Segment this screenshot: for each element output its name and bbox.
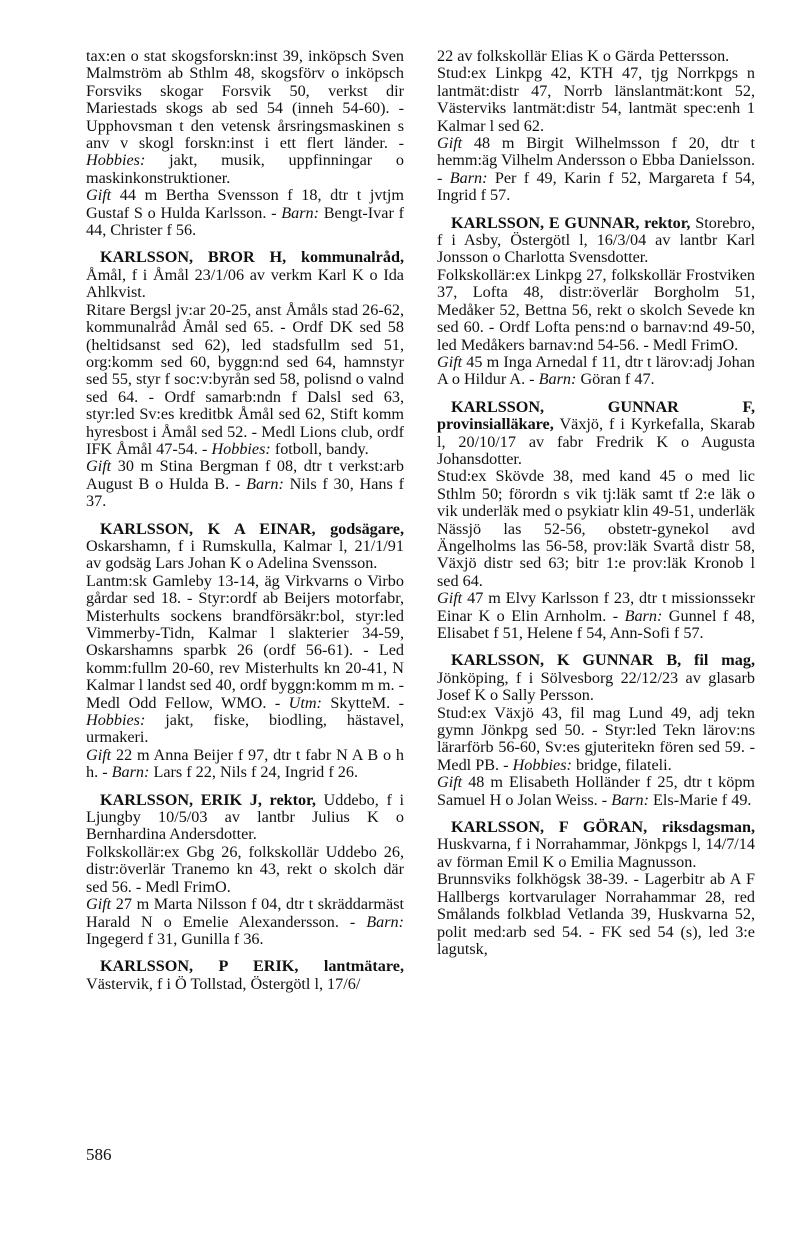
field-label: Barn: [366, 912, 404, 931]
entry-name: KARLSSON, F GÖRAN, riksdagsman, [451, 818, 755, 837]
entry-text: fotboll, bandy. [270, 439, 369, 458]
field-label: Barn: [449, 168, 488, 187]
field-label: Utm: [288, 693, 322, 712]
entry-paragraph [86, 896, 404, 948]
entry-text: Göran f 47. [576, 370, 655, 389]
field-label: Barn: [281, 203, 319, 222]
entry-first-paragraph [437, 48, 755, 65]
field-label: Gift [437, 352, 463, 371]
entry-text: Lars f 22, Nils f 24, Ingrid f 26. [149, 763, 358, 782]
entry-text: Folkskollär:ex Linkpg 27, folkskollär Frostviken 37, Lofta 48, distr:överlär Borgholm 51, Medåker 52, Bettna 56, rekt o skolch Sevede kn sed 60. - Ordf Lofta pens:nd o barnav:nd 49-50, led Medåkers barnav:nd 54-56. - Medl FrimO. [437, 265, 755, 354]
entry-text: Per f 49, Karin f 52, Margareta f 54, Ingrid f 57. [437, 168, 756, 205]
entry-text: 48 m Birgit Wilhelmsson f 20, dtr t hemm:äg Vilhelm Andersson o Ebba Danielsson. - [437, 134, 755, 187]
left-column [86, 48, 404, 1003]
biography-entry [86, 792, 404, 949]
entry-text: 27 m Marta Nilsson f 04, dtr t skräddarmäst Harald N o Emelie Alexandersson. - [86, 895, 404, 931]
entry-first-paragraph [86, 958, 404, 993]
entry-paragraph [437, 705, 755, 775]
biography-entry [437, 399, 755, 643]
entry-text: Gunnel f 48, Elisabet f 51, Helene f 54, Ann-Sofi f 57. [437, 606, 756, 642]
entry-paragraph [437, 135, 755, 205]
biography-entry [86, 958, 404, 993]
biography-entry [86, 521, 404, 782]
entry-text: Ingegerd f 31, Gunilla f 36. [86, 929, 264, 948]
field-label: Hobbies: [512, 755, 572, 774]
entry-name: KARLSSON, K A EINAR, godsägare, [100, 519, 404, 538]
entry-text: Västervik, f i Ö Tollstad, Östergötl l, 17/6/ [86, 974, 361, 993]
entry-text: Brunnsviks folkhögsk 38-39. - Lagerbitr ab A F Hallbergs kortvarulager Norrahammar 28, red Smålands folkblad Vetlanda 39, Huskvarna 52, polit med:arb sed 54. - FK sed 54 (s), led 3:e lagutsk, [437, 870, 755, 958]
field-label: Gift [437, 773, 463, 792]
entry-paragraph [437, 871, 755, 958]
entry-text: 22 m Anna Beijer f 97, dtr t fabr N A B o h h. - [86, 745, 404, 782]
field-label: Hobbies: [86, 711, 146, 730]
entry-first-paragraph [86, 521, 404, 573]
entry-paragraph [86, 844, 404, 896]
entry-text: Växjö, f i Kyrkefalla, Skarab l, 20/10/17 av fabr Fredrik K o Augusta Johansdotter. [437, 415, 755, 468]
entry-first-paragraph [86, 48, 404, 187]
entry-paragraph [86, 747, 404, 782]
biography-continuation [86, 48, 404, 239]
entry-text: tax:en o stat skogsforskn:inst 39, inköpsch Sven Malmström ab Sthlm 48, skogsförv o inköpsch Forsviks skogar Forsvik 50, verkst dir Mariestads skogs ab sed 54 (inneh 54-60). - Upphovsman t den vetensk årsringsmaskinen s anv v skogl forskn:inst i ett flert länder. - [86, 47, 404, 153]
entry-text: SkytteM. - [321, 693, 405, 712]
entry-name: KARLSSON, BROR H, kommunalråd, [100, 248, 404, 267]
entry-text: 45 m Inga Arnedal f 11, dtr t lärov:adj Johan A o Hildur A. - [437, 352, 755, 389]
field-label: Gift [86, 745, 112, 764]
entry-text: 47 m Elvy Karlsson f 23, dtr t missionssekr Einar K o Elin Arnholm. - [437, 589, 755, 625]
entry-text: Stud:ex Linkpg 42, KTH 47, tjg Norrkpgs n lantmät:distr 47, Norrb länslantmät:kont 52, Västerviks lantmät:distr 54, lantmät spec:enh 1 Kalmar l sed 62. [437, 64, 755, 135]
field-label: Hobbies: [211, 439, 271, 458]
entry-paragraph [437, 590, 755, 642]
field-label: Barn: [624, 606, 663, 625]
field-label: Gift [437, 589, 463, 608]
entry-text: Oskarshamn, f i Rumskulla, Kalmar l, 21/1/91 av godsäg Lars Johan K o Adelina Svensson. [86, 536, 404, 573]
entry-paragraph [86, 302, 404, 459]
entry-text: Åmål, f i Åmål 23/1/06 av verkm Karl K o Ida Ahlkvist. [86, 265, 404, 302]
entry-name: KARLSSON, K GUNNAR B, fil mag, [451, 651, 755, 670]
entry-name: KARLSSON, E GUNNAR, rektor, [451, 213, 691, 232]
entry-text: Ritare Bergsl jv:ar 20-25, anst Åmåls stad 26-62, kommunalråd Åmål sed 65. - Ordf DK sed 58 (heltidsanst sed 62), led stadsfullm sed 51, org:komm sed 60, byggn:nd sed 64, hamnstyr sed 55, styr f soc:v:byrån sed 58, polisnd o valnd sed 64. - Ordf samarb:ndn f Dalsl sed 63, styr:led Sv:es kreditbk Åmål sed 62, Stift komm hyresbost i Åmål sed 52. - Medl Lions club, ordf IFK Åmål 47-54. - [86, 300, 404, 458]
entry-text: 30 m Stina Bergman f 08, dtr t verkst:arb August B o Hulda B. - [86, 457, 404, 493]
biography-entry [86, 249, 404, 510]
entry-name: KARLSSON, GUNNAR F, provinsialläkare, [437, 397, 755, 434]
entry-paragraph [437, 65, 755, 135]
field-label: Gift [86, 895, 112, 914]
entry-text: bridge, filateli. [571, 755, 672, 774]
entry-text: 44 m Bertha Svensson f 18, dtr t jvtjm Gustaf S o Hulda Karlsson. - [86, 186, 404, 222]
entry-text: Stud:ex Skövde 38, med kand 45 o med lic Sthlm 50; förordn s vik tj:läk samt tf 2:e läk o vik underläk med o psykiatr klin 49-51, underläk Nässjö las 52-56, obstetr-gynekol avd Ängelholms las 56-58, prov:läk Svartå distr 58, Växjö distr sed 63; bitr 1:e prov:läk Kronob l sed 64. [437, 467, 755, 590]
biography-continuation [437, 48, 755, 205]
field-label: Barn: [538, 370, 577, 389]
entry-first-paragraph [437, 399, 755, 469]
entry-name: KARLSSON, ERIK J, rektor, [100, 790, 316, 809]
entry-text: Folkskollär:ex Gbg 26, folkskollär Uddebo 26, distr:överlär Tranemo kn 43, rekt o skolch där sed 56. - Medl FrimO. [86, 842, 404, 896]
field-label: Gift [437, 134, 463, 153]
entry-text: Jönköping, f i Sölvesborg 22/12/23 av glasarb Josef K o Sally Persson. [437, 668, 755, 705]
entry-name: KARLSSON, P ERIK, lantmätare, [100, 957, 404, 976]
entry-text: 22 av folkskollär Elias K o Gärda Pettersson. [437, 47, 730, 65]
entry-text: Stud:ex Växjö 43, fil mag Lund 49, adj tekn gymn Jönkpg sed 50. - Styr:led Tekn lärov:ns lärarförb 56-60, Sv:es gjuteritekn fören sed 59. - Medl PB. - [437, 703, 755, 774]
entry-paragraph [86, 458, 404, 510]
entry-paragraph [86, 573, 404, 747]
field-label: Barn: [611, 790, 649, 809]
page-number: 586 [86, 1145, 112, 1164]
biography-entry [437, 819, 755, 958]
field-label: Hobbies: [86, 151, 146, 170]
field-label: Gift [86, 457, 112, 476]
entry-text: Uddebo, f i Ljungby 10/5/03 av lantbr Julius K o Bernhardina Andersdotter. [86, 790, 405, 844]
entry-first-paragraph [86, 249, 404, 301]
entry-first-paragraph [437, 215, 755, 267]
entry-text: Storebro, f i Asby, Östergötl l, 16/3/04 av lantbr Karl Jonsson o Charlotta Svensdotter. [437, 213, 756, 267]
entry-paragraph [86, 187, 404, 239]
field-label: Gift [86, 186, 112, 205]
field-label: Barn: [111, 763, 150, 782]
entry-paragraph [437, 774, 755, 809]
entry-text: Els-Marie f 49. [648, 790, 752, 809]
entry-paragraph [437, 468, 755, 590]
entry-text: 48 m Elisabeth Holländer f 25, dtr t köpm Samuel H o Jolan Weiss. - [437, 773, 755, 809]
entry-paragraph [437, 354, 755, 389]
entry-first-paragraph [437, 819, 755, 871]
entry-text: jakt, musik, uppfinningar o maskinkonstruktioner. [86, 151, 404, 187]
entry-paragraph [437, 267, 755, 354]
entry-text: Nils f 30, Hans f 37. [86, 474, 404, 511]
field-label: Barn: [246, 474, 284, 493]
entry-text: Lantm:sk Gamleby 13-14, äg Virkvarns o Virbo gårdar sed 18. - Styr:ordf ab Beijers motorfabr, Misterhults sockens brandförsäkr:bol, styr:led Vimmerby-Tidn, Kalmar l slakterier 34-59, Oskarshamns sparbk 26 (ordf 56-61). - Led komm:fullm 20-60, rev Misterhults kn 20-41, N Kalmar l landst sed 40, ordf byggn:komm m m. - Medl Odd Fellow, WMO. - [86, 571, 404, 712]
entry-text: jakt, fiske, biodling, hästavel, urmakeri. [86, 711, 404, 747]
entry-first-paragraph [437, 652, 755, 704]
right-column [437, 48, 755, 968]
biography-entry [437, 215, 755, 389]
entry-text: Bengt-Ivar f 44, Christer f 56. [86, 203, 404, 240]
biography-entry [437, 652, 755, 809]
entry-first-paragraph [86, 792, 404, 844]
entry-text: Huskvarna, f i Norrahammar, Jönkpgs l, 14/7/14 av förman Emil K o Emilia Magnusson. [437, 835, 755, 871]
